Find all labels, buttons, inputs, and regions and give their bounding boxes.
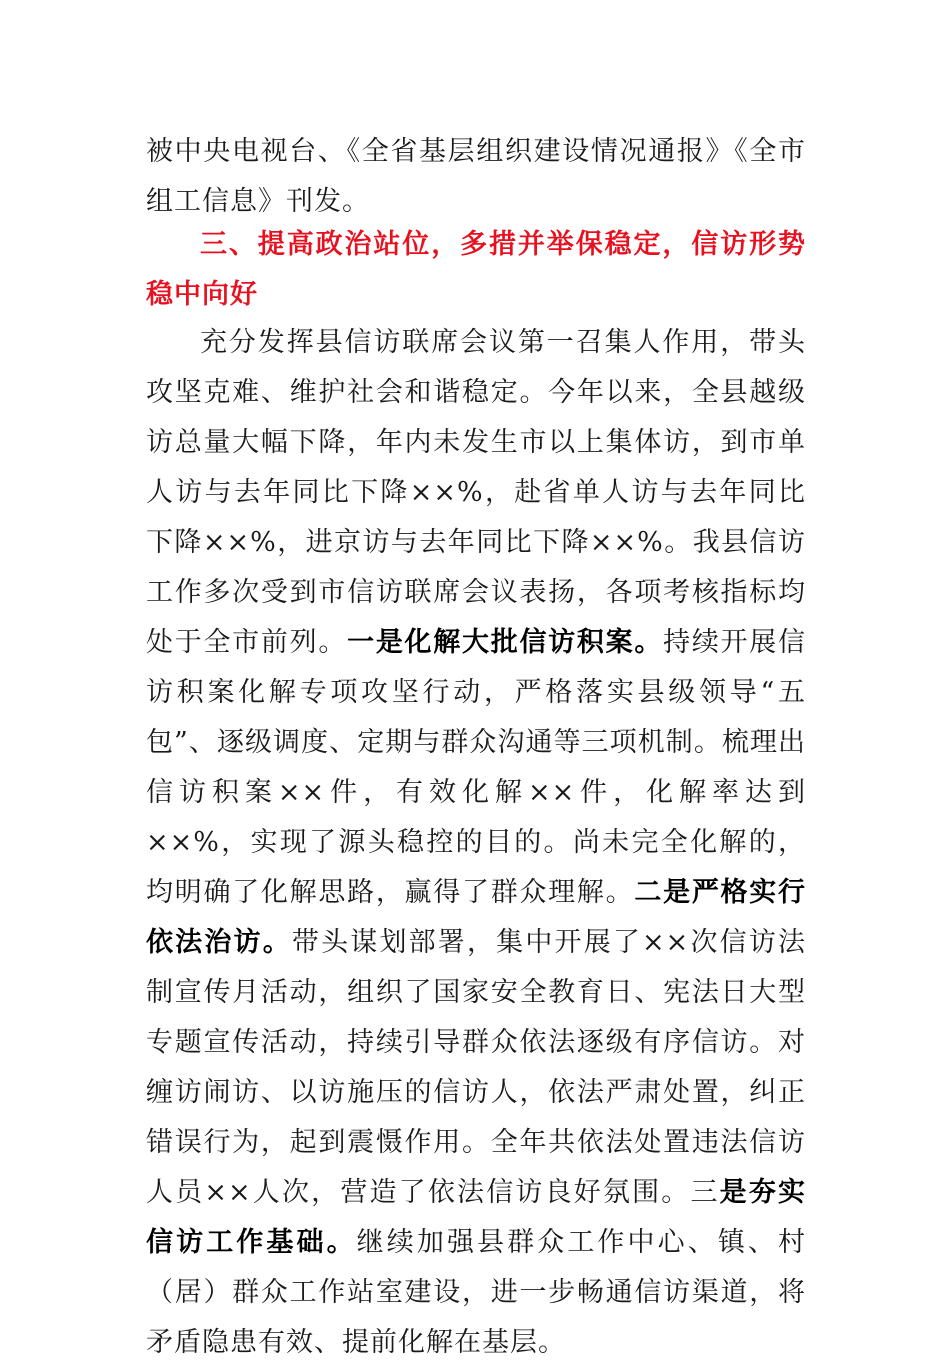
section-heading: 三、提高政治站位，多措并举保稳定，信访形势稳中向好 [146, 229, 806, 310]
point-3-title: 是夯实信访工作基础。 [146, 1177, 807, 1258]
point-3-prefix: 三 [690, 1177, 720, 1208]
paragraph-intro: 充分发挥县信访联席会议第一召集人作用，带头攻坚克难、维护社会和谐稳定。今年以来，全县越级访总量大幅下降，年内未发生市以上集体访，到市单人访与去年同比下降××%，赴省单人访与去年同比下降××%，进京访与去年同比下降××%。我县信访工作多次受到市信访联席会议表扬，各项考核指标均处于全市前列。 [146, 327, 806, 658]
point-1-body: 持续开展信访积案化解专项攻坚行动，严格落实县级领导“五包”、逐级调度、定期与群众沟通等三项机制。梳理出信访积案××件，有效化解××件，化解率达到××%，实现了源头稳控的目的。尚未完全化解的，均明确了化解思路，赢得了群众理解。 [146, 627, 807, 908]
point-3-body: 继续加强县群众工作中心、镇、村（居）群众工作站室建设，进一步畅通信访渠道，将矛盾隐患有效、提前化解在基层。 [146, 1227, 807, 1358]
paragraph-continuation: 被中央电视台、《全省基层组织建设情况通报》《全市组工信息》刊发。 [146, 136, 806, 217]
body-paragraph [146, 318, 806, 1368]
point-2-body: 带头谋划部署，集中开展了××次信访法制宣传月活动，组织了国家安全教育日、宪法日大型专题宣传活动，持续引导群众依法逐级有序信访。对缠访闹访、以访施压的信访人，依法严肃处置，纠正错误行为，起到震慑作用。全年共依法处置违法信访人员××人次，营造了依法信访良好氛围。 [146, 927, 807, 1208]
point-1-title: 一是化解大批信访积案。 [347, 627, 664, 658]
point-2-title: 二是严格实行依法治访。 [146, 877, 807, 958]
